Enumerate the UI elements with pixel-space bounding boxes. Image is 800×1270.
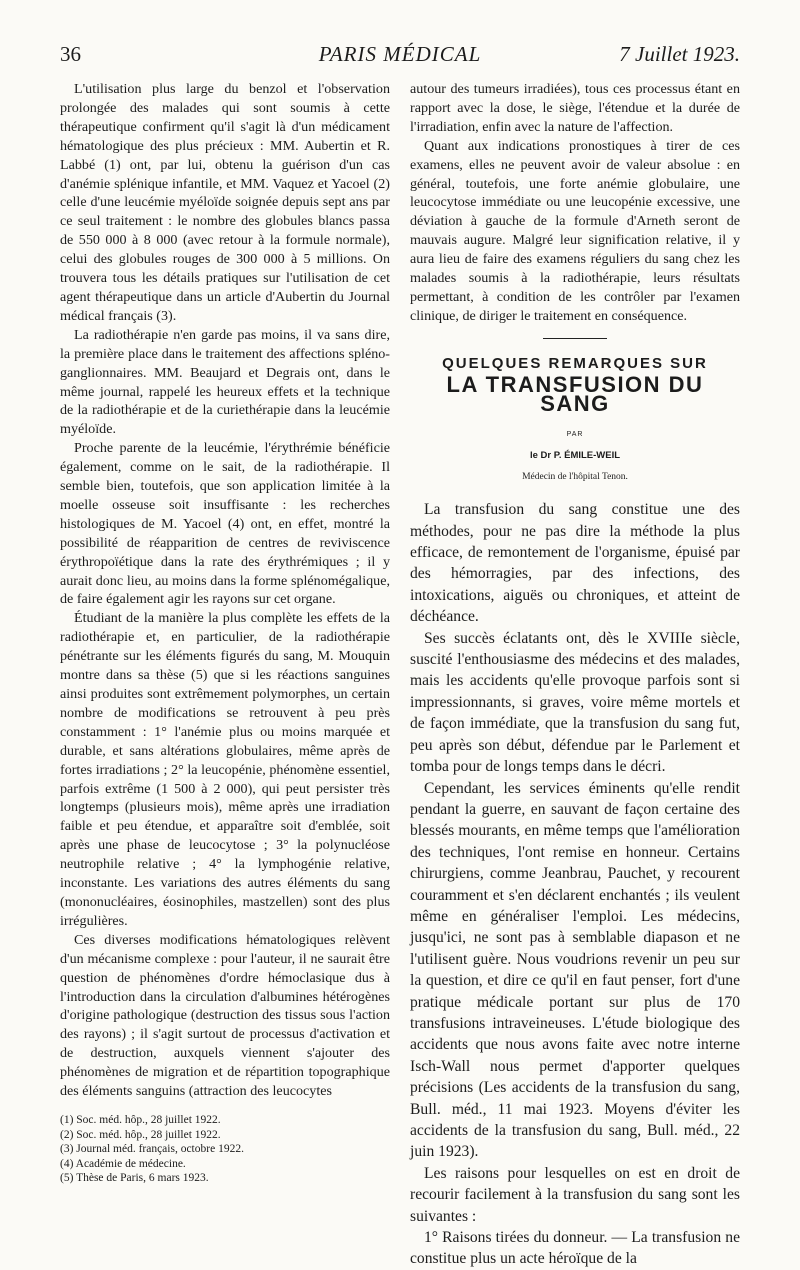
- footnote: (3) Journal méd. français, octobre 1922.: [60, 1143, 244, 1156]
- byline-author: le Dr P. ÉMILE-WEIL: [529, 450, 621, 462]
- paragraph: La radiothérapie n'en garde pas moins, il va sans dire, la première place dans le traitement des affections spléno-ganglionnaires. MM. Beaujard et Degrais ont, dans le même journal, rappelé les heureux effets et la technique de la radiothérapie et de la curiethérapie dans la leucémie myéloïde.: [60, 326, 390, 438]
- byline-affiliation: Médecin de l'hôpital Tenon.: [522, 472, 628, 483]
- paragraph: Les raisons pour lesquelles on est en droit de recourir facilement à la transfusion du sang sont les suivantes :: [410, 1164, 740, 1225]
- byline-par: PAR: [566, 430, 584, 438]
- issue-date: 7 Juillet 1923.: [619, 42, 740, 66]
- footnote: (4) Académie de médecine.: [60, 1157, 186, 1170]
- page-header: [60, 42, 740, 74]
- paragraph: Proche parente de la leucémie, l'érythrémie bénéficie également, comme on le sait, de la radiothérapie. Il semble bien, toutefois, que son application limitée à la moelle osseuse soit insuffisante : les recherches histologiques de M. Yacoel (4) ont, en effet, montré la possibilité de réapparition de centres de reviviscence érythropoïétique dans la rate des érythrémiques ; il y aurait donc lieu, au moins dans la forme splénomégalique, de faire également agir les rayons sur cet organe.: [60, 440, 390, 608]
- footnote: (5) Thèse de Paris, 6 mars 1923.: [60, 1172, 209, 1185]
- paragraph: 1° Raisons tirées du donneur. — La transfusion ne constitue plus un acte héroïque de la: [410, 1229, 740, 1268]
- paragraph: Ses succès éclatants ont, dès le XVIIIe siècle, suscité l'enthousiasme des médecins et des malades, mais les accidents qu'elle provoque parfois sont si impressionnants, si graves, voire même mortels et de façon immédiate, que la transfusion du sang fut, peu après son début, défendue par le Parlement et tomba pour de longs temps dans le décri.: [410, 629, 740, 776]
- paragraph: La transfusion du sang constitue une des méthodes, pour ne pas dire la méthode la plus efficace, de remontement de l'organisme, épuisé par des hémorragies, par des infections, des intoxications, aiguës ou chroniques, et atteint de déchéance.: [410, 501, 740, 626]
- paragraph: autour des tumeurs irradiées), tous ces processus étant en rapport avec la dose, le siège, l'étendue et la durée de l'irradiation, enfin avec la nature de l'affection.: [410, 81, 740, 135]
- paragraph: Ces diverses modifications hématologiques relèvent d'un mécanisme complexe : pour l'auteur, il ne saurait être question de phénomènes d'ordre hémoclasique dus à l'introduction dans la circulation d'albumines hétérogènes d'origine pathologique (destruction des tissus sous l'action des rayons) ; il s'agit surtout de processus d'activation et de destruction, auxquels viennent s'ajouter des phénomènes de migration et de répartition topographique des éléments sanguins (attraction des leucocytes: [60, 931, 390, 1100]
- paragraph: Étudiant de la manière la plus complète les effets de la radiothérapie et, en particulier, de la radiothérapie pénétrante sur les éléments figurés du sang, M. Mouquin montre dans sa thèse (5) que si les réactions sanguines ainsi produites sont extrêmement polymorphes, un certain nombre de modifications se retrouvent à peu près constamment : 1° l'anémie plus ou moins marquée et durable, et sans altérations globulaires, même après de fortes irradiations ; 2° la leucopénie, phénomène essentiel, parfois extrême (1 500 à 2 000), qui peut persister très longtemps (plusieurs mois), même après une irradiation faible et peu étendue, et apparaître soit d'emblée, soit après une phase de leucocytose ; 3° la polynucléose neutrophile relative ; 4° la lymphogénie relative, inconstante. Les variations des autres éléments du sang (mononucléaires, éosinophiles, mastzellen) sont des plus irrégulières.: [60, 610, 390, 929]
- right-column: [410, 80, 740, 1270]
- article-kicker: QUELQUES REMARQUES SUR: [442, 354, 708, 372]
- paragraph: Cependant, les services éminents qu'elle rendit pendant la guerre, en sauvant de façon certaine des blessés mourants, en même temps que l'amélioration des techniques, l'ont remise en honneur. Certains chirurgiens, comme Jeanbrau, Pauchet, y recourent couramment et s'en déclarent enchantés ; ils veulent même en généraliser l'emploi. Les médecins, jusqu'ici, ne sont pas à semblable diapason et ne l'utilisent guère. Nous voudrions revenir un peu sur la question, et dire ce qu'il en faut penser, fort d'une pratique médicale portant sur plus de 170 transfusions intraveineuses. L'étude biologique des accidents que nous avons faite avec notre interne Isch-Wall nous permet d'apporter quelques précisions (Les accidents de la transfusion du sang, Bull. méd., 11 mai 1923. Moyens d'éviter les accidents de la transfusion du sang, Bull. méd., 22 juin 1923).: [410, 779, 740, 1161]
- paragraph: Quant aux indications pronostiques à tirer de ces examens, elles ne peuvent avoir de valeur absolue : en général, toutefois, une forte anémie globulaire, une leucocytose immédiate ou une leucopénie excessive, une déviation à gauche de la formule d'Arneth seront de mauvais augure. Malgré leur signification relative, il y aura lieu de faire des examens réguliers du sang chez les malades soumis à la radiothérapie, leurs résultats permettant, à condition de les contrôler par l'examen clinique, de diriger le traitement en conséquence.: [410, 137, 740, 324]
- footnotes: [60, 1113, 390, 1186]
- article-title: LA TRANSFUSION DU SANG: [446, 371, 704, 416]
- section-divider: [543, 338, 607, 339]
- paragraph: L'utilisation plus large du benzol et l'observation prolongée des malades qui sont soumis à cette thérapeutique confirment qu'il s'agit là d'un médicament hématologique des plus précieux : MM. Aubertin et R. Labbé (1) ont, par lui, obtenu la guérison d'un cas d'anémie splénique infantile, et MM. Vaquez et Yacoel (2) celle d'une leucémie myéloïde soignée depuis sept ans par ce seul traitement : le nombre des globules blancs passa de 550 000 à 8 000 (avec retour à la formule normale), celui des globules rouges de 300 000 à 5 millions. On trouvera tous les détails pratiques sur l'utilisation de cet agent thérapeutique dans un article d'Aubertin du Journal médical français (3).: [60, 81, 390, 324]
- journal-title: PARIS MÉDICAL: [318, 42, 482, 66]
- footnote: (2) Soc. méd. hôp., 28 juillet 1922.: [60, 1128, 221, 1141]
- article-body: [410, 499, 740, 1270]
- page-number: 36: [60, 42, 81, 66]
- left-column: [60, 80, 390, 1186]
- footnote: (1) Soc. méd. hôp., 28 juillet 1922.: [60, 1113, 221, 1126]
